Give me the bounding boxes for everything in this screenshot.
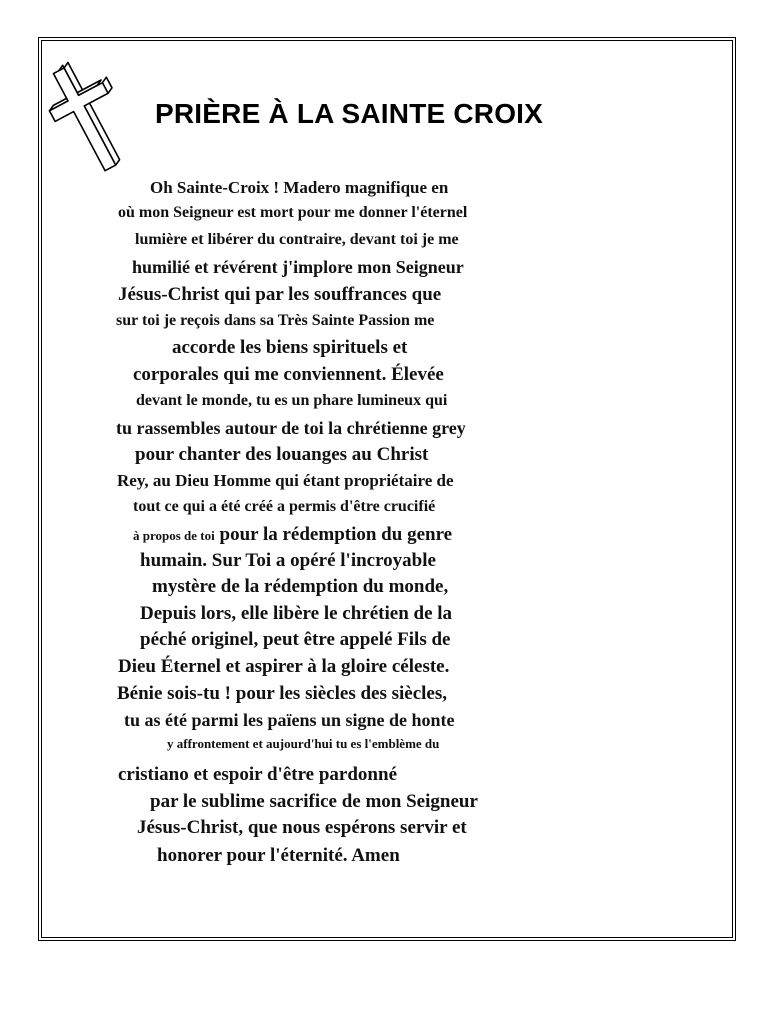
prayer-line: par le sublime sacrifice de mon Seigneur bbox=[150, 791, 478, 812]
prayer-line: cristiano et espoir d'être pardonné bbox=[118, 764, 397, 785]
prayer-line: Dieu Éternel et aspirer à la gloire céleste. bbox=[118, 656, 450, 677]
prayer-line: Rey, au Dieu Homme qui étant propriétaire de bbox=[117, 471, 454, 490]
prayer-line: Depuis lors, elle libère le chrétien de la bbox=[140, 603, 453, 624]
prayer-line: sur toi je reçois dans sa Très Sainte Passion me bbox=[116, 312, 435, 329]
prayer-line-text: pour la rédemption du genre bbox=[219, 524, 453, 545]
prayer-line: tout ce qui a été créé a permis d'être crucifié bbox=[133, 498, 436, 515]
prayer-line: corporales qui me conviennent. Élevée bbox=[133, 364, 444, 385]
cross-icon bbox=[44, 56, 134, 178]
prayer-line: tu rassembles autour de toi la chrétienne grey bbox=[116, 418, 466, 438]
prayer-line: péché originel, peut être appelé Fils de bbox=[140, 629, 451, 650]
prayer-line: Bénie sois-tu ! pour les siècles des siècles, bbox=[117, 683, 448, 704]
prayer-line: Jésus-Christ, que nous espérons servir et bbox=[137, 817, 467, 838]
page-title: PRIÈRE À LA SAINTE CROIX bbox=[155, 98, 544, 129]
prayer-line: où mon Seigneur est mort pour me donner l'éternel bbox=[118, 204, 468, 221]
prayer-line: Jésus-Christ qui par les souffrances que bbox=[118, 284, 442, 305]
prayer-line: lumière et libérer du contraire, devant toi je me bbox=[135, 231, 459, 248]
prayer-line: mystère de la rédemption du monde, bbox=[152, 576, 449, 597]
prayer-line: humain. Sur Toi a opéré l'incroyable bbox=[140, 550, 436, 571]
prayer-line bbox=[133, 524, 452, 546]
prayer-line: Oh Sainte-Croix ! Madero magnifique en bbox=[150, 178, 449, 197]
prayer-line-small-text: à propos de toi bbox=[133, 528, 215, 543]
prayer-line: y affrontement et aujourd'hui tu es l'emblème du bbox=[167, 736, 440, 751]
prayer-line: accorde les biens spirituels et bbox=[172, 337, 408, 358]
prayer-line: humilié et révérent j'implore mon Seigneur bbox=[132, 257, 464, 277]
prayer-line: honorer pour l'éternité. Amen bbox=[157, 845, 400, 866]
prayer-line: tu as été parmi les païens un signe de honte bbox=[124, 710, 455, 730]
prayer-line: pour chanter des louanges au Christ bbox=[135, 444, 429, 465]
prayer-line: devant le monde, tu es un phare lumineux qui bbox=[136, 392, 448, 409]
